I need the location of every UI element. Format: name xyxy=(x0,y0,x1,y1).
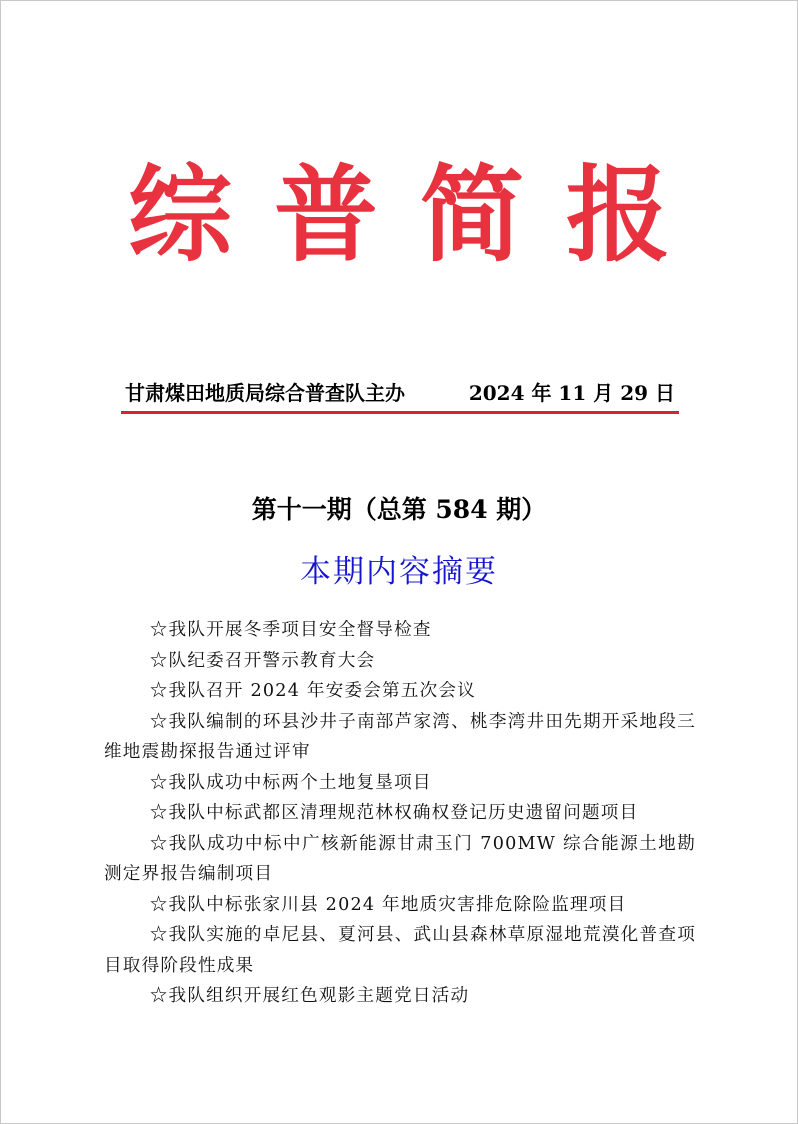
summary-item: ☆我队编制的环县沙井子南部芦家湾、桃李湾井田先期开采地段三维地震勘探报告通过评审 xyxy=(104,711,696,762)
publisher-name: 甘肃煤田地质局综合普查队主办 xyxy=(125,381,405,405)
issue-number: 第十一期（总第 584 期） xyxy=(251,495,547,524)
summary-item: ☆我队中标张家川县 2024 年地质灾害排危除险监理项目 xyxy=(149,894,627,915)
summary-item: ☆队纪委召开警示教育大会 xyxy=(149,650,376,671)
summary-item: ☆我队成功中标中广核新能源甘肃玉门 700MW 综合能源土地勘测定界报告编制项目 xyxy=(104,833,696,884)
masthead-title: 综普简报 xyxy=(127,154,712,276)
summary-item: ☆我队实施的卓尼县、夏河县、武山县森林草原湿地荒漠化普查项目取得阶段性成果 xyxy=(104,925,696,976)
summary-item: ☆我队成功中标两个土地复垦项目 xyxy=(149,772,432,793)
publish-date: 2024 年 11 月 29 日 xyxy=(468,381,675,405)
summary-item: ☆我队中标武都区清理规范林权确权登记历史遗留问题项目 xyxy=(149,803,639,823)
masthead xyxy=(0,150,798,280)
red-divider-rule xyxy=(121,411,679,414)
publisher-line xyxy=(121,376,679,410)
summary-heading: 本期内容摘要 xyxy=(300,554,498,590)
summary-item: ☆我队召开 2024 年安委会第五次会议 xyxy=(149,681,477,701)
summary-item: ☆我队组织开展红色观影主题党日活动 xyxy=(149,986,470,1006)
summary-item: ☆我队开展冬季项目安全督导检查 xyxy=(149,620,432,640)
summary-list xyxy=(104,615,696,1012)
